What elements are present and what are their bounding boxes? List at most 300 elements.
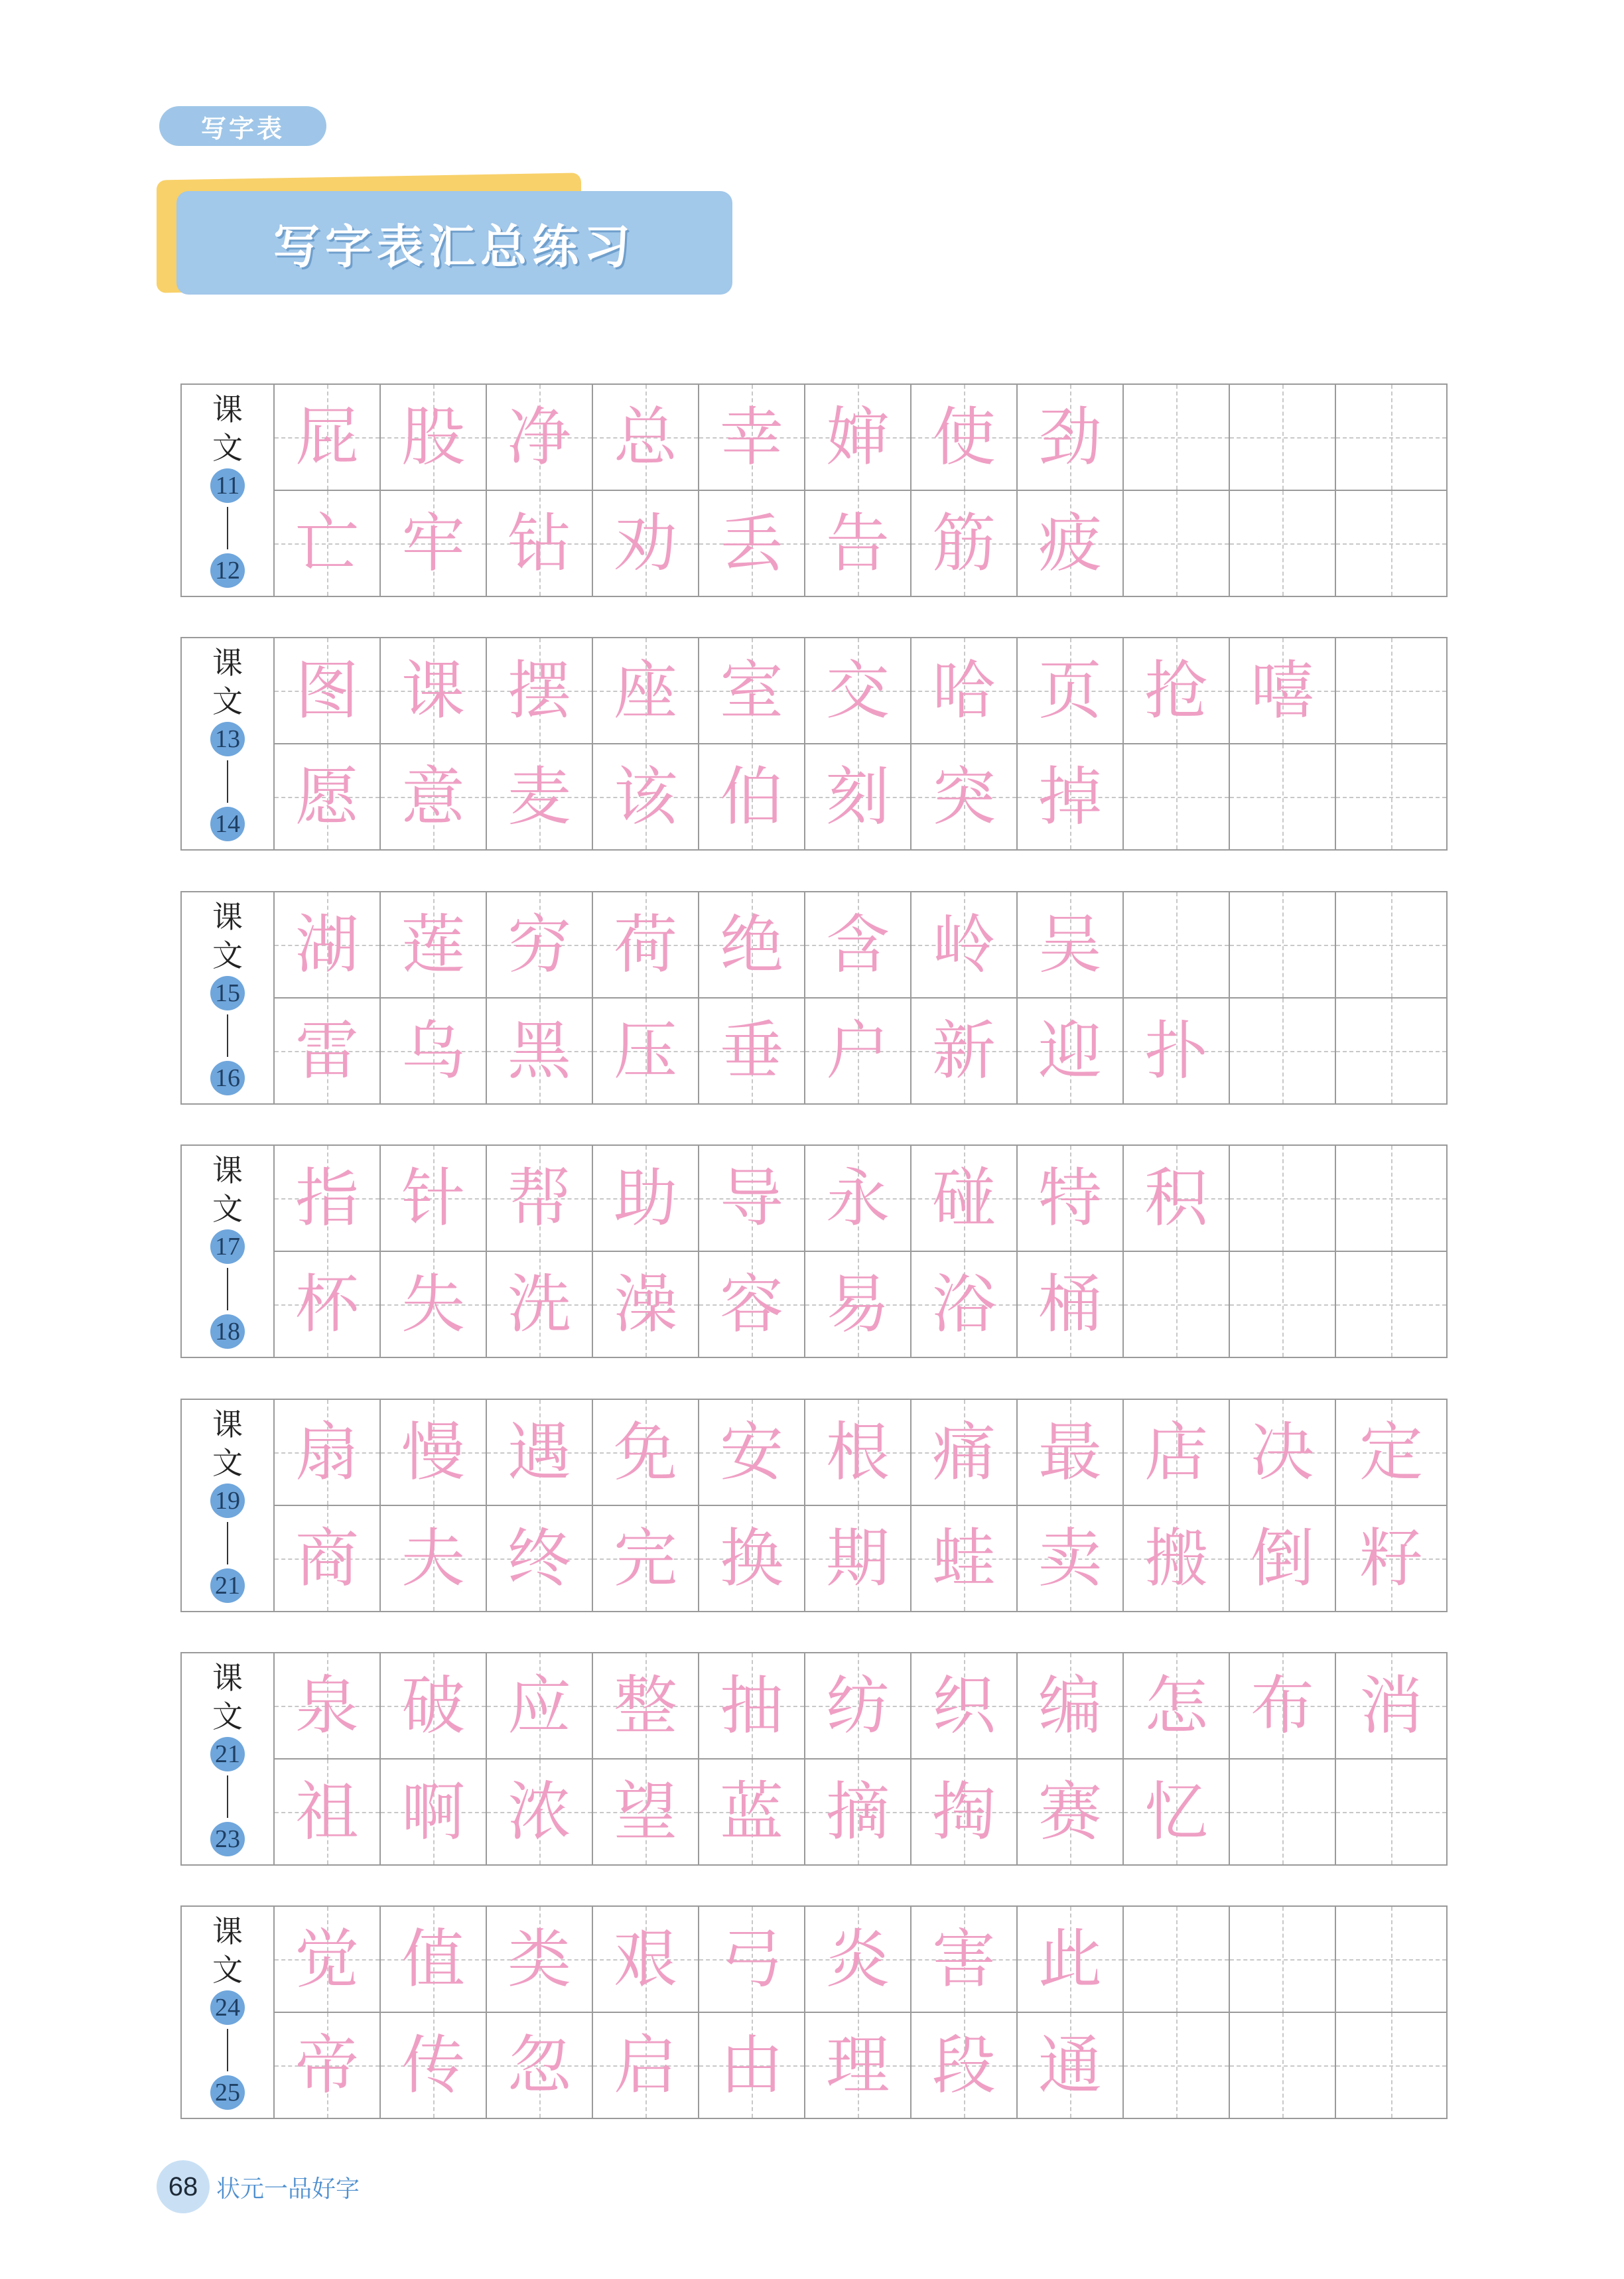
grid-cell — [487, 385, 593, 490]
grid-cell — [1336, 2013, 1446, 2118]
writing-grid — [275, 1146, 1446, 1357]
range-dash — [227, 1522, 228, 1564]
grid-cell — [699, 1760, 805, 1864]
lesson-label-char: 课 — [212, 1152, 243, 1188]
grid-cell — [699, 999, 805, 1103]
grid-cell — [487, 638, 593, 743]
lesson-to-number: 12 — [210, 553, 245, 588]
practice-char: 交 — [826, 654, 890, 728]
grid-cell — [275, 1907, 381, 2012]
writing-grid — [275, 1907, 1446, 2118]
practice-char: 座 — [614, 654, 677, 728]
practice-char: 由 — [720, 2028, 783, 2103]
grid-cell — [1336, 1400, 1446, 1505]
grid-row — [275, 1907, 1446, 2012]
grid-cell — [912, 638, 1018, 743]
practice-char: 扇 — [295, 1415, 359, 1489]
grid-cell — [805, 1400, 912, 1505]
grid-cell — [487, 1760, 593, 1864]
grid-cell — [912, 999, 1018, 1103]
grid-cell — [487, 1653, 593, 1758]
grid-cell — [1230, 1653, 1336, 1758]
grid-cell — [1230, 1252, 1336, 1357]
grid-cell — [1018, 999, 1124, 1103]
practice-char: 完 — [614, 1521, 677, 1596]
practice-char: 特 — [1038, 1161, 1102, 1235]
practice-char: 帮 — [508, 1161, 571, 1235]
lesson-from-number: 13 — [210, 722, 245, 756]
lesson-from-number: 24 — [210, 1990, 245, 2025]
grid-cell — [1336, 999, 1446, 1103]
practice-char: 洗 — [508, 1267, 571, 1342]
grid-cell — [593, 385, 699, 490]
grid-cell — [1336, 1506, 1446, 1611]
grid-cell — [381, 1146, 487, 1251]
grid-cell — [1018, 1907, 1124, 2012]
grid-cell — [275, 892, 381, 997]
grid-row — [275, 2012, 1446, 2118]
grid-cell — [805, 1252, 912, 1357]
lesson-label-char: 课 — [212, 1407, 243, 1442]
practice-char: 劝 — [614, 506, 677, 581]
lesson-label-char: 课 — [212, 1660, 243, 1696]
practice-char: 帝 — [295, 2028, 359, 2103]
practice-char: 搬 — [1144, 1521, 1208, 1596]
grid-cell — [805, 1653, 912, 1758]
practice-char: 迎 — [1038, 1014, 1102, 1088]
practice-block — [180, 1399, 1448, 1612]
practice-char: 啊 — [401, 1775, 465, 1849]
grid-cell — [912, 2013, 1018, 2118]
practice-char: 图 — [295, 654, 359, 728]
lesson-to-number: 18 — [210, 1314, 245, 1349]
grid-cell — [275, 1506, 381, 1611]
practice-char: 蓝 — [720, 1775, 783, 1849]
practice-char: 愿 — [295, 760, 359, 834]
grid-cell — [1336, 638, 1446, 743]
practice-char: 泉 — [295, 1669, 359, 1743]
grid-cell — [805, 1907, 912, 2012]
grid-cell — [699, 1400, 805, 1505]
practice-char: 定 — [1359, 1415, 1423, 1489]
grid-cell — [699, 638, 805, 743]
practice-char: 忽 — [508, 2028, 571, 2103]
grid-cell — [699, 892, 805, 997]
practice-char: 蛙 — [932, 1521, 996, 1596]
grid-cell — [381, 744, 487, 849]
grid-cell — [805, 999, 912, 1103]
grid-cell — [1230, 638, 1336, 743]
grid-cell — [593, 1760, 699, 1864]
grid-cell — [1018, 1653, 1124, 1758]
grid-cell — [1336, 385, 1446, 490]
grid-cell — [275, 1653, 381, 1758]
practice-char: 杯 — [295, 1267, 359, 1342]
range-dash — [227, 507, 228, 549]
grid-row — [275, 1400, 1446, 1505]
grid-cell — [1124, 638, 1230, 743]
practice-char: 类 — [508, 1922, 571, 1996]
grid-cell — [1230, 2013, 1336, 2118]
grid-cell — [1018, 1506, 1124, 1611]
grid-cell — [1336, 1252, 1446, 1357]
writing-grid — [275, 638, 1446, 849]
practice-block — [180, 637, 1448, 851]
grid-cell — [1018, 744, 1124, 849]
lesson-from-number: 17 — [210, 1229, 245, 1264]
practice-char: 股 — [401, 400, 465, 474]
lesson-to-number: 23 — [210, 1822, 245, 1856]
practice-char: 觉 — [295, 1922, 359, 1996]
practice-char: 慢 — [401, 1415, 465, 1489]
practice-char: 永 — [826, 1161, 890, 1235]
lesson-label-char: 文 — [212, 430, 243, 466]
grid-cell — [487, 491, 593, 596]
practice-block — [180, 1652, 1448, 1866]
practice-char: 扑 — [1144, 1014, 1208, 1088]
lesson-label-char: 文 — [212, 1191, 243, 1227]
footer — [157, 2160, 360, 2213]
practice-char: 炎 — [826, 1922, 890, 1996]
writing-grid — [275, 1653, 1446, 1864]
practice-char: 艰 — [614, 1922, 677, 1996]
grid-cell — [1336, 1146, 1446, 1251]
practice-char: 摆 — [508, 654, 571, 728]
practice-char: 浴 — [932, 1267, 996, 1342]
practice-char: 段 — [932, 2028, 996, 2103]
grid-cell — [912, 744, 1018, 849]
grid-cell — [699, 1252, 805, 1357]
practice-char: 钻 — [508, 506, 571, 581]
practice-char: 怎 — [1144, 1669, 1208, 1743]
range-dash — [227, 1014, 228, 1057]
practice-char: 黑 — [508, 1014, 571, 1088]
grid-cell — [275, 1252, 381, 1357]
grid-cell — [381, 638, 487, 743]
grid-row — [275, 1146, 1446, 1251]
grid-cell — [1336, 1907, 1446, 2012]
range-dash — [227, 1268, 228, 1310]
practice-char: 牢 — [401, 506, 465, 581]
practice-char: 决 — [1251, 1415, 1314, 1489]
grid-cell — [381, 892, 487, 997]
grid-cell — [593, 1146, 699, 1251]
grid-row — [275, 490, 1446, 596]
page-title: 写字表汇总练习 — [273, 219, 636, 274]
practice-char: 屁 — [295, 400, 359, 474]
practice-char: 岭 — [932, 908, 996, 982]
practice-char: 麦 — [508, 760, 571, 834]
practice-char: 劲 — [1038, 400, 1102, 474]
grid-row — [275, 997, 1446, 1103]
grid-cell — [487, 2013, 593, 2118]
practice-char: 应 — [508, 1669, 571, 1743]
practice-char: 赛 — [1038, 1775, 1102, 1849]
lesson-label — [182, 638, 275, 849]
title-banner — [157, 174, 740, 300]
grid-cell — [275, 491, 381, 596]
grid-cell — [805, 638, 912, 743]
lesson-label — [182, 1146, 275, 1357]
practice-block — [180, 1144, 1448, 1358]
practice-char: 疲 — [1038, 506, 1102, 581]
practice-char: 卖 — [1038, 1521, 1102, 1596]
lesson-label — [182, 892, 275, 1103]
practice-char: 户 — [826, 1014, 890, 1088]
grid-cell — [1124, 1653, 1230, 1758]
practice-char: 布 — [1251, 1669, 1314, 1743]
grid-cell — [1230, 1760, 1336, 1864]
grid-cell — [912, 1907, 1018, 2012]
practice-char: 穷 — [508, 908, 571, 982]
grid-cell — [1124, 999, 1230, 1103]
practice-char: 失 — [401, 1267, 465, 1342]
grid-cell — [593, 2013, 699, 2118]
grid-cell — [1230, 1506, 1336, 1611]
practice-char: 室 — [720, 654, 783, 728]
grid-cell — [275, 744, 381, 849]
grid-cell — [1230, 1907, 1336, 2012]
grid-cell — [1018, 1760, 1124, 1864]
section-tag: 写字表 — [159, 106, 326, 146]
grid-cell — [1124, 1907, 1230, 2012]
grid-cell — [1230, 892, 1336, 997]
practice-char: 吴 — [1038, 908, 1102, 982]
practice-char: 亡 — [295, 506, 359, 581]
practice-char: 针 — [401, 1161, 465, 1235]
grid-cell — [1018, 1146, 1124, 1251]
practice-char: 整 — [614, 1669, 677, 1743]
grid-cell — [381, 1400, 487, 1505]
practice-char: 启 — [614, 2028, 677, 2103]
practice-char: 摘 — [826, 1775, 890, 1849]
practice-char: 织 — [932, 1669, 996, 1743]
grid-cell — [1018, 1252, 1124, 1357]
grid-cell — [593, 1400, 699, 1505]
grid-cell — [1230, 491, 1336, 596]
practice-char: 消 — [1359, 1669, 1423, 1743]
grid-cell — [912, 1760, 1018, 1864]
grid-cell — [487, 1506, 593, 1611]
grid-cell — [1124, 1760, 1230, 1864]
grid-cell — [593, 1653, 699, 1758]
grid-cell — [912, 1400, 1018, 1505]
grid-cell — [381, 1907, 487, 2012]
practice-block — [180, 1905, 1448, 2119]
lesson-label-char: 文 — [212, 1952, 243, 1988]
practice-char: 终 — [508, 1521, 571, 1596]
lesson-label — [182, 1400, 275, 1611]
grid-cell — [275, 1146, 381, 1251]
lesson-to-number: 16 — [210, 1061, 245, 1095]
practice-char: 浓 — [508, 1775, 571, 1849]
grid-cell — [381, 999, 487, 1103]
grid-cell — [912, 892, 1018, 997]
practice-char: 望 — [614, 1775, 677, 1849]
grid-cell — [275, 638, 381, 743]
practice-char: 澡 — [614, 1267, 677, 1342]
grid-cell — [699, 1907, 805, 2012]
practice-char: 幸 — [720, 400, 783, 474]
practice-char: 桶 — [1038, 1267, 1102, 1342]
practice-char: 压 — [614, 1014, 677, 1088]
practice-char: 荷 — [614, 908, 677, 982]
grid-cell — [1336, 491, 1446, 596]
practice-char: 指 — [295, 1161, 359, 1235]
grid-cell — [275, 1400, 381, 1505]
practice-char: 此 — [1038, 1922, 1102, 1996]
grid-cell — [1018, 892, 1124, 997]
grid-cell — [381, 1252, 487, 1357]
grid-cell — [1230, 1400, 1336, 1505]
grid-cell — [805, 892, 912, 997]
lesson-label-char: 文 — [212, 1445, 243, 1481]
practice-char: 碰 — [932, 1161, 996, 1235]
writing-grid — [275, 892, 1446, 1103]
grid-cell — [912, 1146, 1018, 1251]
title-banner-box — [176, 191, 732, 295]
grid-cell — [1124, 1252, 1230, 1357]
practice-char: 弓 — [720, 1922, 783, 1996]
grid-cell — [1124, 1146, 1230, 1251]
grid-cell — [912, 1653, 1018, 1758]
range-dash — [227, 1775, 228, 1818]
lesson-label-char: 课 — [212, 1913, 243, 1949]
grid-cell — [1230, 744, 1336, 849]
grid-cell — [1336, 1760, 1446, 1864]
grid-cell — [1018, 385, 1124, 490]
grid-cell — [699, 1653, 805, 1758]
practice-char: 易 — [826, 1267, 890, 1342]
practice-char: 哈 — [932, 654, 996, 728]
grid-cell — [593, 892, 699, 997]
grid-cell — [912, 491, 1018, 596]
grid-row — [275, 1505, 1446, 1611]
lesson-label-char: 课 — [212, 391, 243, 427]
grid-row — [275, 385, 1446, 490]
grid-cell — [912, 1252, 1018, 1357]
practice-char: 店 — [1144, 1415, 1208, 1489]
grid-cell — [381, 1760, 487, 1864]
grid-cell — [275, 385, 381, 490]
range-dash — [227, 2029, 228, 2071]
practice-char: 页 — [1038, 654, 1102, 728]
practice-char: 纺 — [826, 1669, 890, 1743]
practice-char: 嘻 — [1251, 654, 1314, 728]
grid-cell — [275, 1760, 381, 1864]
grid-cell — [593, 491, 699, 596]
practice-char: 忆 — [1144, 1775, 1208, 1849]
grid-cell — [381, 1653, 487, 1758]
practice-char: 雷 — [295, 1014, 359, 1088]
practice-char: 期 — [826, 1521, 890, 1596]
practice-char: 该 — [614, 760, 677, 834]
grid-cell — [275, 2013, 381, 2118]
practice-char: 导 — [720, 1161, 783, 1235]
practice-char: 垂 — [720, 1014, 783, 1088]
practice-char: 传 — [401, 2028, 465, 2103]
grid-cell — [593, 1252, 699, 1357]
practice-block — [180, 891, 1448, 1105]
practice-char: 含 — [826, 908, 890, 982]
grid-cell — [1018, 638, 1124, 743]
grid-row — [275, 638, 1446, 743]
lesson-label — [182, 385, 275, 596]
practice-char: 绝 — [720, 908, 783, 982]
practice-char: 倒 — [1251, 1521, 1314, 1596]
practice-char: 破 — [401, 1669, 465, 1743]
practice-char: 掉 — [1038, 760, 1102, 834]
practice-char: 编 — [1038, 1669, 1102, 1743]
practice-char: 安 — [720, 1415, 783, 1489]
practice-char: 掏 — [932, 1775, 996, 1849]
grid-cell — [381, 2013, 487, 2118]
lesson-label-char: 文 — [212, 937, 243, 973]
lesson-from-number: 11 — [210, 468, 245, 503]
practice-char: 值 — [401, 1922, 465, 1996]
practice-char: 理 — [826, 2028, 890, 2103]
practice-char: 婶 — [826, 400, 890, 474]
grid-cell — [805, 744, 912, 849]
grid-row — [275, 743, 1446, 849]
grid-cell — [805, 1760, 912, 1864]
grid-cell — [912, 1506, 1018, 1611]
grid-cell — [805, 1146, 912, 1251]
grid-cell — [699, 1146, 805, 1251]
practice-char: 祖 — [295, 1775, 359, 1849]
grid-cell — [805, 385, 912, 490]
practice-char: 乌 — [401, 1014, 465, 1088]
grid-cell — [805, 491, 912, 596]
grid-cell — [381, 385, 487, 490]
grid-cell — [1124, 385, 1230, 490]
grid-cell — [1124, 744, 1230, 849]
grid-cell — [1230, 385, 1336, 490]
practice-char: 助 — [614, 1161, 677, 1235]
lesson-label-char: 文 — [212, 1698, 243, 1734]
grid-cell — [487, 1907, 593, 2012]
practice-char: 籽 — [1359, 1521, 1423, 1596]
grid-cell — [487, 1252, 593, 1357]
practice-char: 积 — [1144, 1161, 1208, 1235]
grid-cell — [487, 744, 593, 849]
practice-char: 抽 — [720, 1669, 783, 1743]
lesson-from-number: 15 — [210, 976, 245, 1010]
grid-cell — [1124, 491, 1230, 596]
writing-grid — [275, 385, 1446, 596]
practice-char: 突 — [932, 760, 996, 834]
grid-cell — [381, 1506, 487, 1611]
practice-char: 最 — [1038, 1415, 1102, 1489]
practice-char: 净 — [508, 400, 571, 474]
book-name: 状元一品好字 — [216, 2175, 360, 2203]
page-number: 68 — [157, 2160, 210, 2213]
grid-cell — [699, 744, 805, 849]
practice-char: 意 — [401, 760, 465, 834]
practice-char: 告 — [826, 506, 890, 581]
practice-block — [180, 383, 1448, 597]
grid-cell — [593, 1907, 699, 2012]
practice-char: 丢 — [720, 506, 783, 581]
lesson-from-number: 19 — [210, 1484, 245, 1518]
grid-cell — [1230, 999, 1336, 1103]
practice-char: 刻 — [826, 760, 890, 834]
grid-cell — [1124, 2013, 1230, 2118]
practice-char: 容 — [720, 1267, 783, 1342]
grid-cell — [1230, 1146, 1336, 1251]
grid-row — [275, 1653, 1446, 1758]
grid-cell — [487, 1146, 593, 1251]
